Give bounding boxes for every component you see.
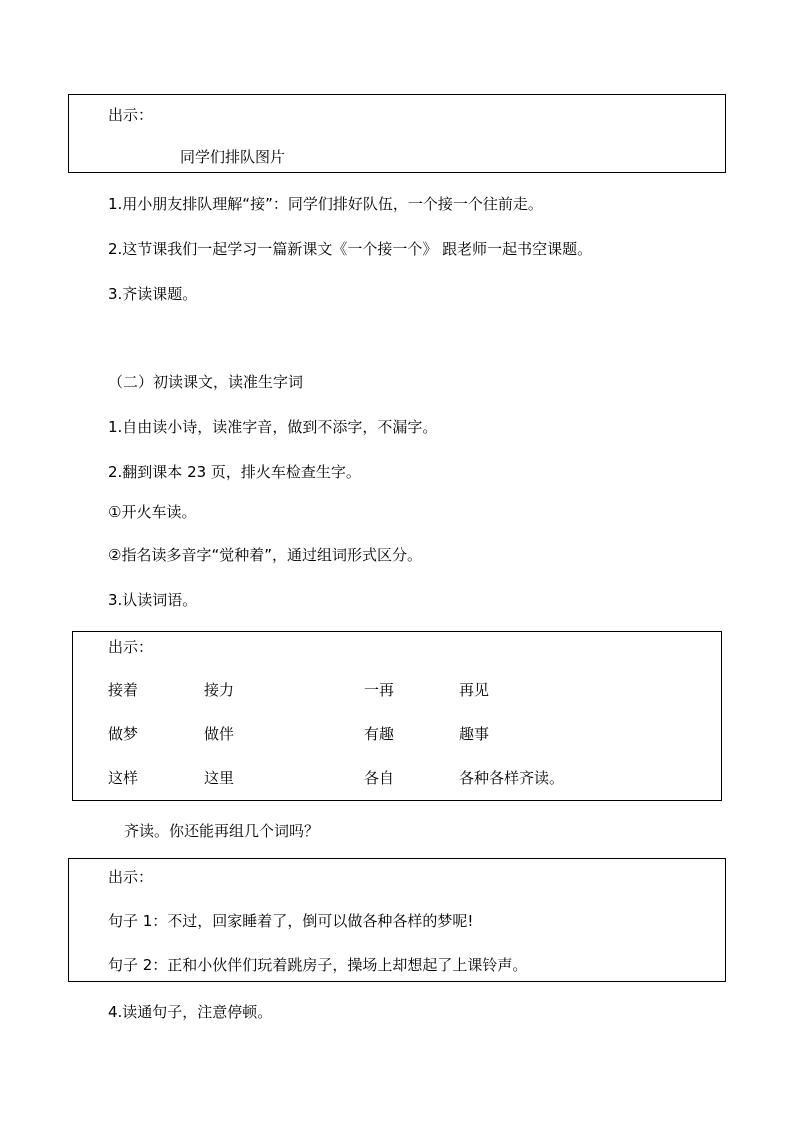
word-cell: 有趣 [364, 725, 395, 743]
sentence-line: 句子 2：正和小伙伴们玩着跳房子，操场上却想起了上课铃声。 [108, 956, 528, 974]
word-cell: 接力 [204, 681, 235, 699]
paragraph-line: 3.齐读课题。 [108, 285, 198, 303]
show-label: 出示： [108, 106, 154, 124]
word-cell: 这里 [204, 769, 235, 787]
paragraph-line: 齐读。你还能再组几个词吗？ [124, 822, 320, 840]
show-label: 出示： [108, 638, 154, 656]
show-content: 同学们排队图片 [180, 148, 286, 166]
word-cell: 做伴 [204, 725, 235, 743]
word-cell: 各自 [364, 769, 395, 787]
word-cell: 一再 [364, 681, 395, 699]
word-cell: 这样 [108, 769, 139, 787]
word-cell: 接着 [108, 681, 139, 699]
show-label: 出示： [108, 868, 154, 886]
paragraph-line: ②指名读多音字“觉种着”，通过组词形式区分。 [108, 546, 422, 564]
word-cell: 再见 [459, 681, 490, 699]
sentence-line: 句子 1：不过，回家睡着了，倒可以做各种各样的梦呢! [108, 912, 474, 930]
paragraph-line: 1.自由读小诗，读准字音，做到不添字，不漏字。 [108, 418, 438, 436]
show-box-words [72, 631, 722, 801]
paragraph-line: 3.认读词语。 [108, 591, 198, 609]
show-box-picture [68, 94, 726, 173]
paragraph-line: 1.用小朋友排队理解“接”：同学们排好队伍，一个接一个往前走。 [108, 195, 543, 213]
section-heading: （二）初读课文，读准生字词 [108, 373, 304, 391]
paragraph-line: 2.翻到课本 23 页，排火车检查生字。 [108, 463, 361, 481]
word-cell: 各种各样齐读。 [459, 769, 565, 787]
word-cell: 做梦 [108, 725, 139, 743]
paragraph-line: 4.读通句子，注意停顿。 [108, 1003, 273, 1021]
paragraph-line: 2.这节课我们一起学习一篇新课文《一个接一个》 跟老师一起书空课题。 [108, 240, 593, 258]
paragraph-line: ①开火车读。 [108, 503, 197, 521]
word-cell: 趣事 [459, 725, 490, 743]
